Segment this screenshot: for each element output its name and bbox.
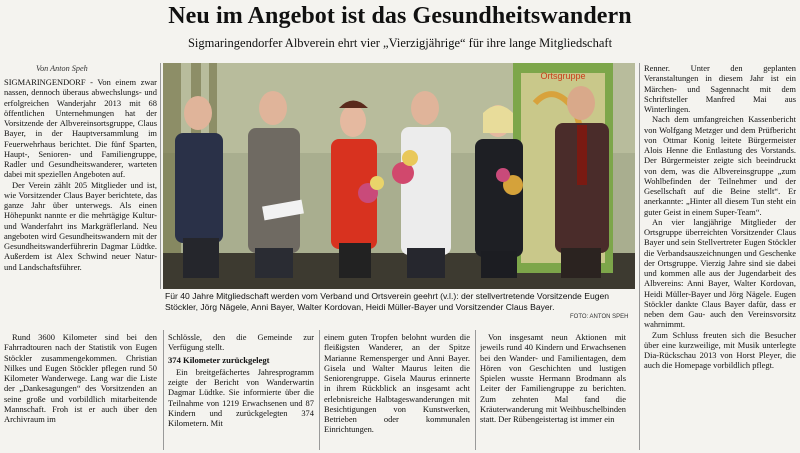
paragraph: Rund 3600 Kilometer sind bei den Fahrradtouren nach der Statistik von Eugen Stöckler zusammengekommen. Christian Nilkes und Eugen Stöckler pflegen rund 50 Kilometer Wanderwege. Lang war die Liste der „Dankesagungen“ des Vorsitzenden an seine große und vorbildlich mitarbeitende Mannschaft. Froh ist er auch über den Archivraum im [4,332,157,424]
article-column-3 [324,332,470,450]
paragraph: einem guten Tropfen belohnt wurden die fleißigsten Wanderer, an der Spitze Marianne Remensperger und Anni Bayer. Gisela und Walter Maurus leiten die Seniorengruppe. Gisela Maurus erinnerte in ihrem Rückblick an insgesamt acht erlebnisreiche Halbtageswanderungen mit Besichtigungen von Kunstwerken, Betrieben oder kommunalen Einrichtungen. [324,332,470,435]
paragraph: Ein breitgefächertes Jahresprogramm zeigte der Bericht von Wanderwartin Dagmar Lüdtke. Sie informierte über die Teilnahme von 1219 Erwachsenen und 87 Kindern und zurückgelegten 374 Kilometern. Mit [168,366,314,428]
photo-credit: FOTO: ANTON SPEH [570,314,629,320]
paragraph: An vier langjährige Mitglieder der Ortsgruppe überreichten Vorsitzender Claus Bayer und sein Stellvertreter Eugen Stöckler die Verbandsauszeichnungen und Geschenke der Ortsgruppe. Vierzig Jahre sind sie dabei und kommen alle aus der Jugendarbeit des Albvereins: Anni Bayer, Walter Kordovan, Heidi Müller-Bayer und Jörg Nägele. Eugen Stöckler dankte Claus Bayer dafür, dass er neben dem Gau- auch den Vereinsvorsitz wahrnimmt. [644,216,796,330]
article-column-1 [4,77,157,289]
paragraph: Der Verein zählt 205 Mitglieder und ist, wie Vorsitzender Claus Bayer berichtete, das ganze Jahr über unterwegs. Als einen Höhepunkt nannte er die mehrtägige Kultur- und Wanderfahrt ins Markgräflerland. Neu angeboten wird Gesundheitswandern mit der Gesundheitswanderführerin Dagmar Lüdtke. Außerdem ist Alex Schwind neuer Natur- und Landschaftsführer. [4,179,157,272]
headline: Neu im Angebot ist das Gesundheitswandern [168,3,632,29]
byline: Von Anton Speh [36,64,88,73]
paragraph: Schlössle, den die Gemeinde zur Verfügung stellt. [168,332,314,353]
paragraph: Renner. Unter den geplanten Veranstaltungen in diesem Jahr ist ein Märchen- und Sagennacht mit dem Schriftsteller Manfred Mai aus Winterlingen. [644,63,796,114]
paragraph: SIGMARINGENDORF - Von einem zwar nassen, dennoch überaus abwechslungs- und erfolgreichen Wanderjahr 2013 mit 68 öffentlichen Unternehmungen hat der Vorsitzende der Albvereinsortsgruppe, Claus Bayer, in der Hauptversammlung im Feuerwehrhaus berichtet. Die fünf Sparten, Haupt-, Senioren- und Familiengruppe, Radler und Gesundheitswanderer, warteten dabei mit speziellen Angeboten auf. [4,77,157,180]
banner-label: Ortsgruppe [540,71,586,81]
group-photo [163,63,635,289]
paragraph: Von insgesamt neun Aktionen mit jeweils rund 40 Kindern und Erwachsenen bei den Wander- und Familientagen, dem Hören von Geschichten und lustigen Spielen wusste Hermann Brodmann als Leiter der Familiengruppe zu berichten. Zum zehnten Mal fand die Kräuterwanderung mit Weihbuschelbinden statt. Der Rübengeistertag ist immer ein [480,332,626,424]
paragraph: Zum Schluss freuten sich die Besucher über eine kurzweilige, mit Musik unterlegte Dia-Rückschau 2013 von Horst Pleyer, die auch die Homepage vorbildlich pflegt. [644,329,796,371]
paragraph: Nach dem umfangreichen Kassenbericht von Wolfgang Metzger und dem Prüfbericht von Ottmar Konig leitete Bürgermeister Alois Henne die Entlastung des Vorstands. Der Bürgermeister zeigte sich beeindruckt von dem, was die Albvereinsgruppe „zum Wohlbefinden der Teilnehmer und der Gesellschaft auf die Beine stellt“. Er anerkannte: „Hinter all diesem Tun steht ein guter Geist in einem Super-Team“. [644,114,796,217]
subheading: 374 Kilometer zurückgelegt [168,354,270,365]
article-column-1-continued [4,332,157,450]
article-column-5 [644,63,796,450]
column-rule [319,330,320,450]
column-rule [160,63,161,289]
column-rule [475,330,476,450]
article-column-4 [480,332,626,450]
column-rule [163,330,164,450]
photo-caption: Für 40 Jahre Mitgliedschaft werden vom Verband und Ortsverein geehrt (v.l.): der stellvertretende Vorsitzende Eugen Stöckler, Jörg Nägele, Anni Bayer, Walter Kordovan, Heidi Müller-Bayer und Vorsitzender Claus Bayer. [165,291,610,312]
photo-illustration [163,63,635,289]
column-rule [639,63,640,450]
article-column-2 [168,332,314,450]
subheadline: Sigmaringendorfer Albverein ehrt vier „Vierzigjährige“ für ihre lange Mitgliedschaft [187,36,613,50]
